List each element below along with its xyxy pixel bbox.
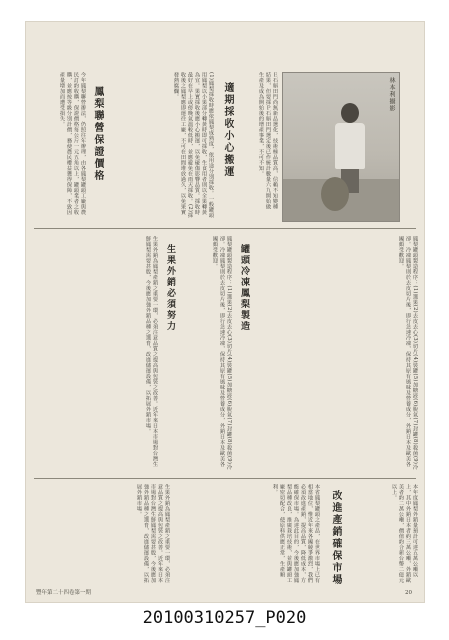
archive-id-caption: 20100310257_P020 bbox=[142, 608, 307, 628]
section3-heading: 罐頭冷凍鳳梨製造 bbox=[239, 244, 249, 332]
child-with-pineapple-photo bbox=[282, 72, 400, 222]
photo-child-body bbox=[335, 123, 365, 169]
section2-heading: 鳳梨聯營保證價格 bbox=[92, 86, 103, 182]
photo-credit: 林本利攝影 bbox=[388, 77, 395, 112]
divider-lower bbox=[34, 478, 416, 479]
magazine-page bbox=[26, 22, 424, 602]
intro-paragraph: Ｅ石斛田門尚無新品選化，技術極品質高，信賴不知變種結果，但要採Ｐ石斛田門選定後已作統計數量六九開始做生產及成為開始後的增產事業，不可不知。 bbox=[257, 72, 278, 210]
section5-body: 本省鳳梨罐頭之產品，在世界市場上已有相當地位，惟近年來各國競爭激烈，我們必須改進產銷，提高品質，降低成本，方能確保市場。為達此目的，今後應加強鳳梨品種改良，推廣栽培技術，並與罐頭工廠密切配合，使原料供應正常，生產順利。 bbox=[271, 484, 320, 583]
lower-left-body: 生果外銷為鳳梨產銷之重要一環，必須注意品質之提高與包裝之改善。近年來日本市場對台灣生鮮鳳梨需要甚殷，今後應加強外銷品種之選育，改進儲運設備，以拓展外銷市場。 bbox=[135, 484, 170, 583]
section3-body: 鳳梨罐頭製造程序：(1)選果(2)去皮去心(3)切片(4)裝罐(5)加糖液(6)脫氣(7)封罐(8)殺菌(9)冷卻。冷凍鳳梨則於去皮切片後，即行急速冷凍，保持其原有風味及營養成分，外銷日本及歐美各國頗受歡迎。 bbox=[397, 236, 418, 470]
section4-heading: 生果外銷必須努力 bbox=[165, 244, 175, 332]
photo-pineapple bbox=[321, 177, 349, 211]
photo-child-head bbox=[341, 103, 359, 123]
divider-upper bbox=[34, 228, 416, 229]
section5-heading: 改進產銷確保市場 bbox=[330, 490, 341, 586]
section3-continued: 鳳梨罐頭製造程序：(1)選果(2)去皮去心(3)切片(4)裝罐(5)加糖液(6)脫氣(7)封罐(8)殺菌(9)冷卻。冷凍鳳梨則於去皮切片後，即行急速冷凍，保持其原有風味及營養成分，外銷日本及歐美各國頗受歡迎。 bbox=[211, 236, 232, 470]
section2-body: 今年鳳梨聯營辦法，仍照往年辦理，由各鳳梨罐頭工廠與農民訂約收購，保證價格每公斤一元五角以上，罐頭業者之收購，並應按等級分別計價，務使農民權益獲得保障，不致因產量增加而遭受損失。 bbox=[58, 72, 86, 215]
section1-heading: 適期採收小心搬運 bbox=[222, 82, 233, 178]
section4-body: 生果外銷為鳳梨產銷之重要一環，必須注意品質之提高與包裝之改善。近年來日本市場對台灣生鮮鳳梨需要甚殷，今後應加強外銷品種之選育，改進儲運設備，以拓展外銷市場。 bbox=[144, 236, 158, 467]
footer-page-number: 20 bbox=[405, 590, 412, 596]
footer-issue: 豐年第二十四卷第一期 bbox=[36, 590, 92, 596]
section1-body: (1)鳳梨採收時應依鳳梨成熟度，依用途分別採收。一般罐頭用鳳梨以小果部分轉黃時即可採收，生食用者則以全果轉黃為宜。果實採收後應小心搬運，以免碰傷影響品質。採收時最好在早上或傍晚氣溫較低時，並應避免在雨天採收。(2)採收後之鳳梨應即運往工廠，不可在田間堆放過久，以免果實發熱腐爛。 bbox=[172, 72, 214, 218]
section5-body-right: 本年度鳳梨外銷量預計可達五萬公噸以上，其中外銷日本者約三萬公噸，外銷歐美者約二萬公噸，價值約合新台幣二億元以上。 bbox=[390, 484, 418, 583]
